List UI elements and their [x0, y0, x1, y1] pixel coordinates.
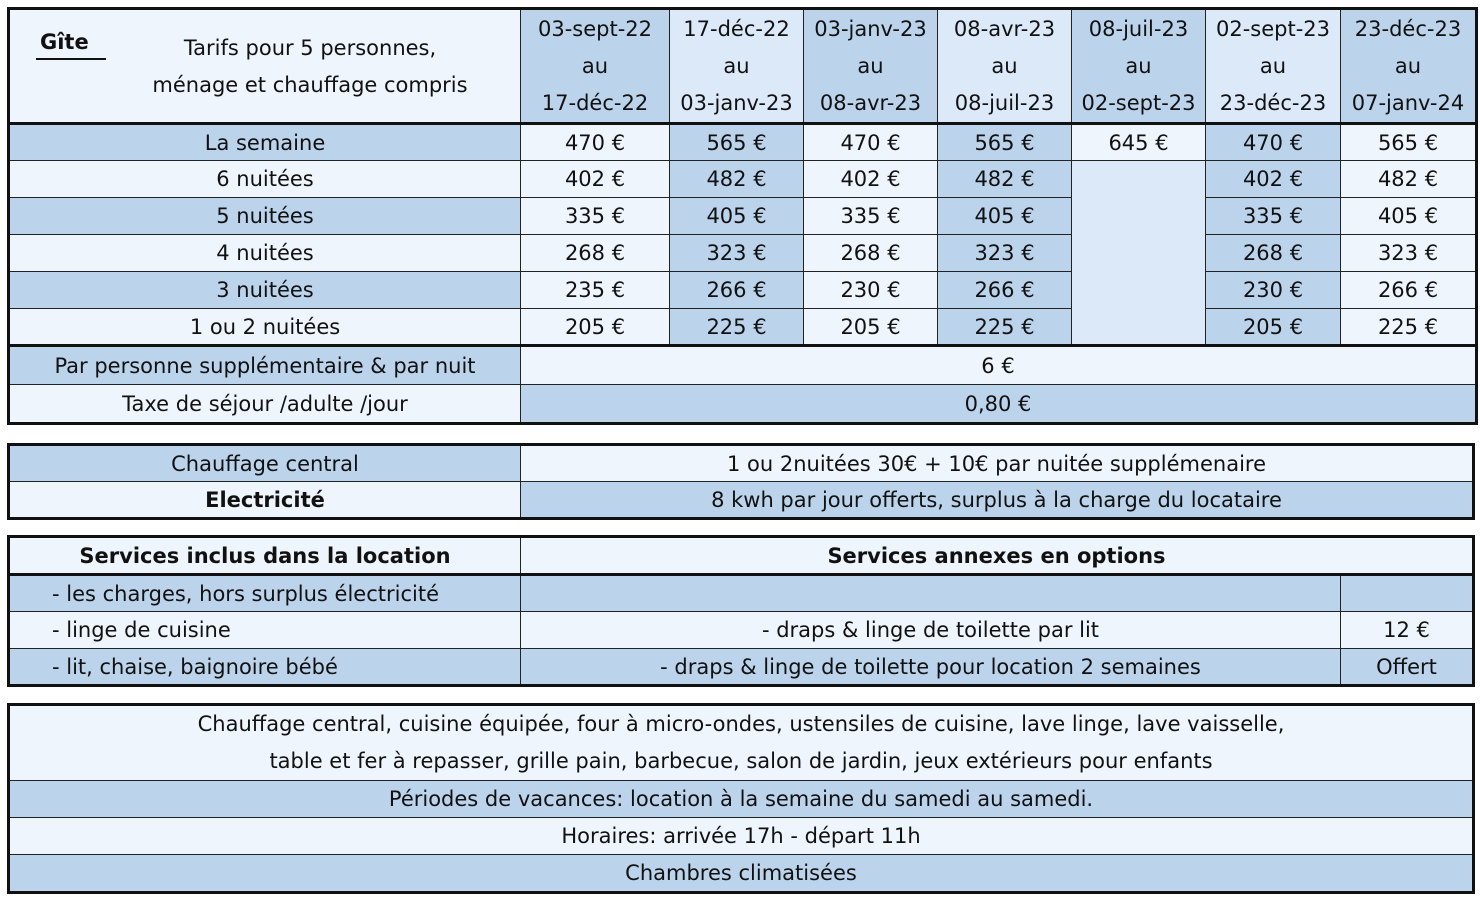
period-sep: au: [857, 53, 884, 78]
rate-cell: 266 €: [938, 272, 1072, 309]
service-row: [9, 649, 1474, 686]
rate-cell: 565 €: [670, 124, 804, 161]
equipment-cell: [9, 705, 1474, 781]
period-to: 08-avr-23: [819, 90, 922, 115]
aircon-row: [9, 855, 1474, 893]
summer-empty-cell: [1072, 161, 1206, 346]
tourist-tax-value: 0,80 €: [521, 385, 1477, 424]
period-to: 23-déc-23: [1219, 90, 1327, 115]
electricity-label: Electricité: [9, 482, 521, 519]
rate-cell: 266 €: [670, 272, 804, 309]
period-sep: au: [723, 53, 750, 78]
included-services-header: Services inclus dans la location: [9, 537, 521, 575]
rate-cell: 565 €: [1341, 124, 1477, 161]
rate-cell: 402 €: [521, 161, 670, 198]
holidays-text: Périodes de vacances: location à la semaine du samedi au samedi.: [9, 781, 1474, 818]
period-to: 17-déc-22: [541, 90, 649, 115]
rate-row: [9, 124, 1477, 161]
rate-cell: 225 €: [670, 309, 804, 346]
period-sep: au: [1259, 53, 1287, 78]
extra-person-value: 6 €: [521, 346, 1477, 385]
tourist-tax-label: Taxe de séjour /adulte /jour: [9, 385, 521, 424]
rate-cell: 323 €: [938, 235, 1072, 272]
period-sep: au: [1125, 53, 1152, 78]
rate-cell: 470 €: [1206, 124, 1341, 161]
rate-cell: 266 €: [1341, 272, 1477, 309]
period-sep: au: [991, 53, 1018, 78]
rate-cell: 230 €: [1206, 272, 1341, 309]
rate-cell: 335 €: [521, 198, 670, 235]
rate-cell: 565 €: [938, 124, 1072, 161]
rate-cell: 205 €: [1206, 309, 1341, 346]
rate-cell: 482 €: [938, 161, 1072, 198]
optional-service-price: [1341, 575, 1474, 612]
rate-row: [9, 161, 1477, 198]
period-to: 03-janv-23: [680, 90, 793, 115]
rate-cell: 235 €: [521, 272, 670, 309]
rate-cell: 482 €: [670, 161, 804, 198]
period-sep: au: [1394, 53, 1422, 78]
rate-row: [9, 198, 1477, 235]
service-row: [9, 575, 1474, 612]
heating-value: 1 ou 2nuitées 30€ + 10€ par nuitée supplémenaire: [521, 445, 1474, 482]
rate-cell: 335 €: [1206, 198, 1341, 235]
rates-description-line2: ménage et chauffage compris: [152, 73, 468, 97]
rate-cell: 645 €: [1072, 124, 1206, 161]
period-from: 08-avr-23: [953, 16, 1056, 41]
rate-cell: 225 €: [938, 309, 1072, 346]
rate-cell: 225 €: [1341, 309, 1477, 346]
hours-text: Horaires: arrivée 17h - départ 11h: [9, 818, 1474, 855]
rates-description: [110, 30, 510, 104]
electricity-row: [9, 482, 1474, 519]
rates-description-line1: Tarifs pour 5 personnes,: [183, 36, 437, 60]
period-header-2: [670, 9, 804, 124]
optional-service-price: 12 €: [1341, 612, 1474, 649]
period-from: 17-déc-22: [683, 16, 790, 41]
gite-label: Gîte: [40, 30, 89, 54]
rate-row: [9, 272, 1477, 309]
period-from: 08-juil-23: [1088, 16, 1189, 41]
optional-service-price: Offert: [1341, 649, 1474, 686]
info-table: [7, 703, 1475, 894]
period-header-6: [1206, 9, 1341, 124]
rate-label: 5 nuitées: [9, 198, 521, 235]
period-to: 07-janv-24: [1351, 90, 1465, 115]
rate-cell: 323 €: [670, 235, 804, 272]
rate-cell: 230 €: [804, 272, 938, 309]
period-to: 02-sept-23: [1081, 90, 1196, 115]
services-header-row: [9, 537, 1474, 575]
included-service: - linge de cuisine: [9, 612, 521, 649]
tourist-tax-row: [9, 385, 1477, 424]
holidays-row: [9, 781, 1474, 818]
rate-label: 6 nuitées: [9, 161, 521, 198]
rate-cell: 402 €: [1206, 161, 1341, 198]
period-header-7: [1341, 9, 1477, 124]
rate-row: [9, 235, 1477, 272]
period-from: 02-sept-23: [1215, 16, 1331, 41]
period-from: 03-sept-22: [537, 16, 653, 41]
period-to: 08-juil-23: [954, 90, 1055, 115]
rate-label: 3 nuitées: [9, 272, 521, 309]
period-from: 23-déc-23: [1354, 16, 1462, 41]
rate-cell: 470 €: [804, 124, 938, 161]
heating-row: [9, 445, 1474, 482]
rate-cell: 205 €: [521, 309, 670, 346]
rate-cell: 268 €: [804, 235, 938, 272]
equipment-line1: Chauffage central, cuisine équipée, four à micro-ondes, ustensiles de cuisine, lave linge, lave vaisselle,: [197, 712, 1285, 736]
rate-label: 1 ou 2 nuitées: [9, 309, 521, 346]
extra-person-label: Par personne supplémentaire & par nuit: [9, 346, 521, 385]
rate-cell: 405 €: [1341, 198, 1477, 235]
period-header-4: [938, 9, 1072, 124]
rates-table: [7, 7, 1478, 425]
optional-service: - draps & linge de toilette pour location 2 semaines: [521, 649, 1341, 686]
optional-services-header: Services annexes en options: [521, 537, 1474, 575]
extra-person-row: [9, 346, 1477, 385]
aircon-text: Chambres climatisées: [9, 855, 1474, 893]
rate-label: La semaine: [9, 124, 521, 161]
included-service: - les charges, hors surplus électricité: [9, 575, 521, 612]
rate-cell: 405 €: [670, 198, 804, 235]
gite-underline: [36, 58, 106, 60]
rate-cell: 268 €: [1206, 235, 1341, 272]
service-row: [9, 612, 1474, 649]
included-service: - lit, chaise, baignoire bébé: [9, 649, 521, 686]
rate-label: 4 nuitées: [9, 235, 521, 272]
rate-cell: 323 €: [1341, 235, 1477, 272]
period-header-1: [521, 9, 670, 124]
gite-header-cell: [9, 9, 521, 124]
period-sep: au: [581, 53, 609, 78]
electricity-value: 8 kwh par jour offerts, surplus à la charge du locataire: [521, 482, 1474, 519]
equipment-line2: table et fer à repasser, grille pain, barbecue, salon de jardin, jeux extérieurs pour enfants: [269, 749, 1213, 773]
rate-cell: 402 €: [804, 161, 938, 198]
services-table: [7, 535, 1475, 687]
period-header-3: [804, 9, 938, 124]
optional-service: - draps & linge de toilette par lit: [521, 612, 1341, 649]
rate-cell: 335 €: [804, 198, 938, 235]
rate-cell: 482 €: [1341, 161, 1477, 198]
hours-row: [9, 818, 1474, 855]
period-header-5: [1072, 9, 1206, 124]
utilities-table: [7, 443, 1475, 520]
heating-label: Chauffage central: [9, 445, 521, 482]
period-from: 03-janv-23: [814, 16, 927, 41]
rate-cell: 405 €: [938, 198, 1072, 235]
optional-service: [521, 575, 1341, 612]
rate-cell: 205 €: [804, 309, 938, 346]
rate-cell: 268 €: [521, 235, 670, 272]
rate-cell: 470 €: [521, 124, 670, 161]
rate-row: [9, 309, 1477, 346]
equipment-row: [9, 705, 1474, 781]
